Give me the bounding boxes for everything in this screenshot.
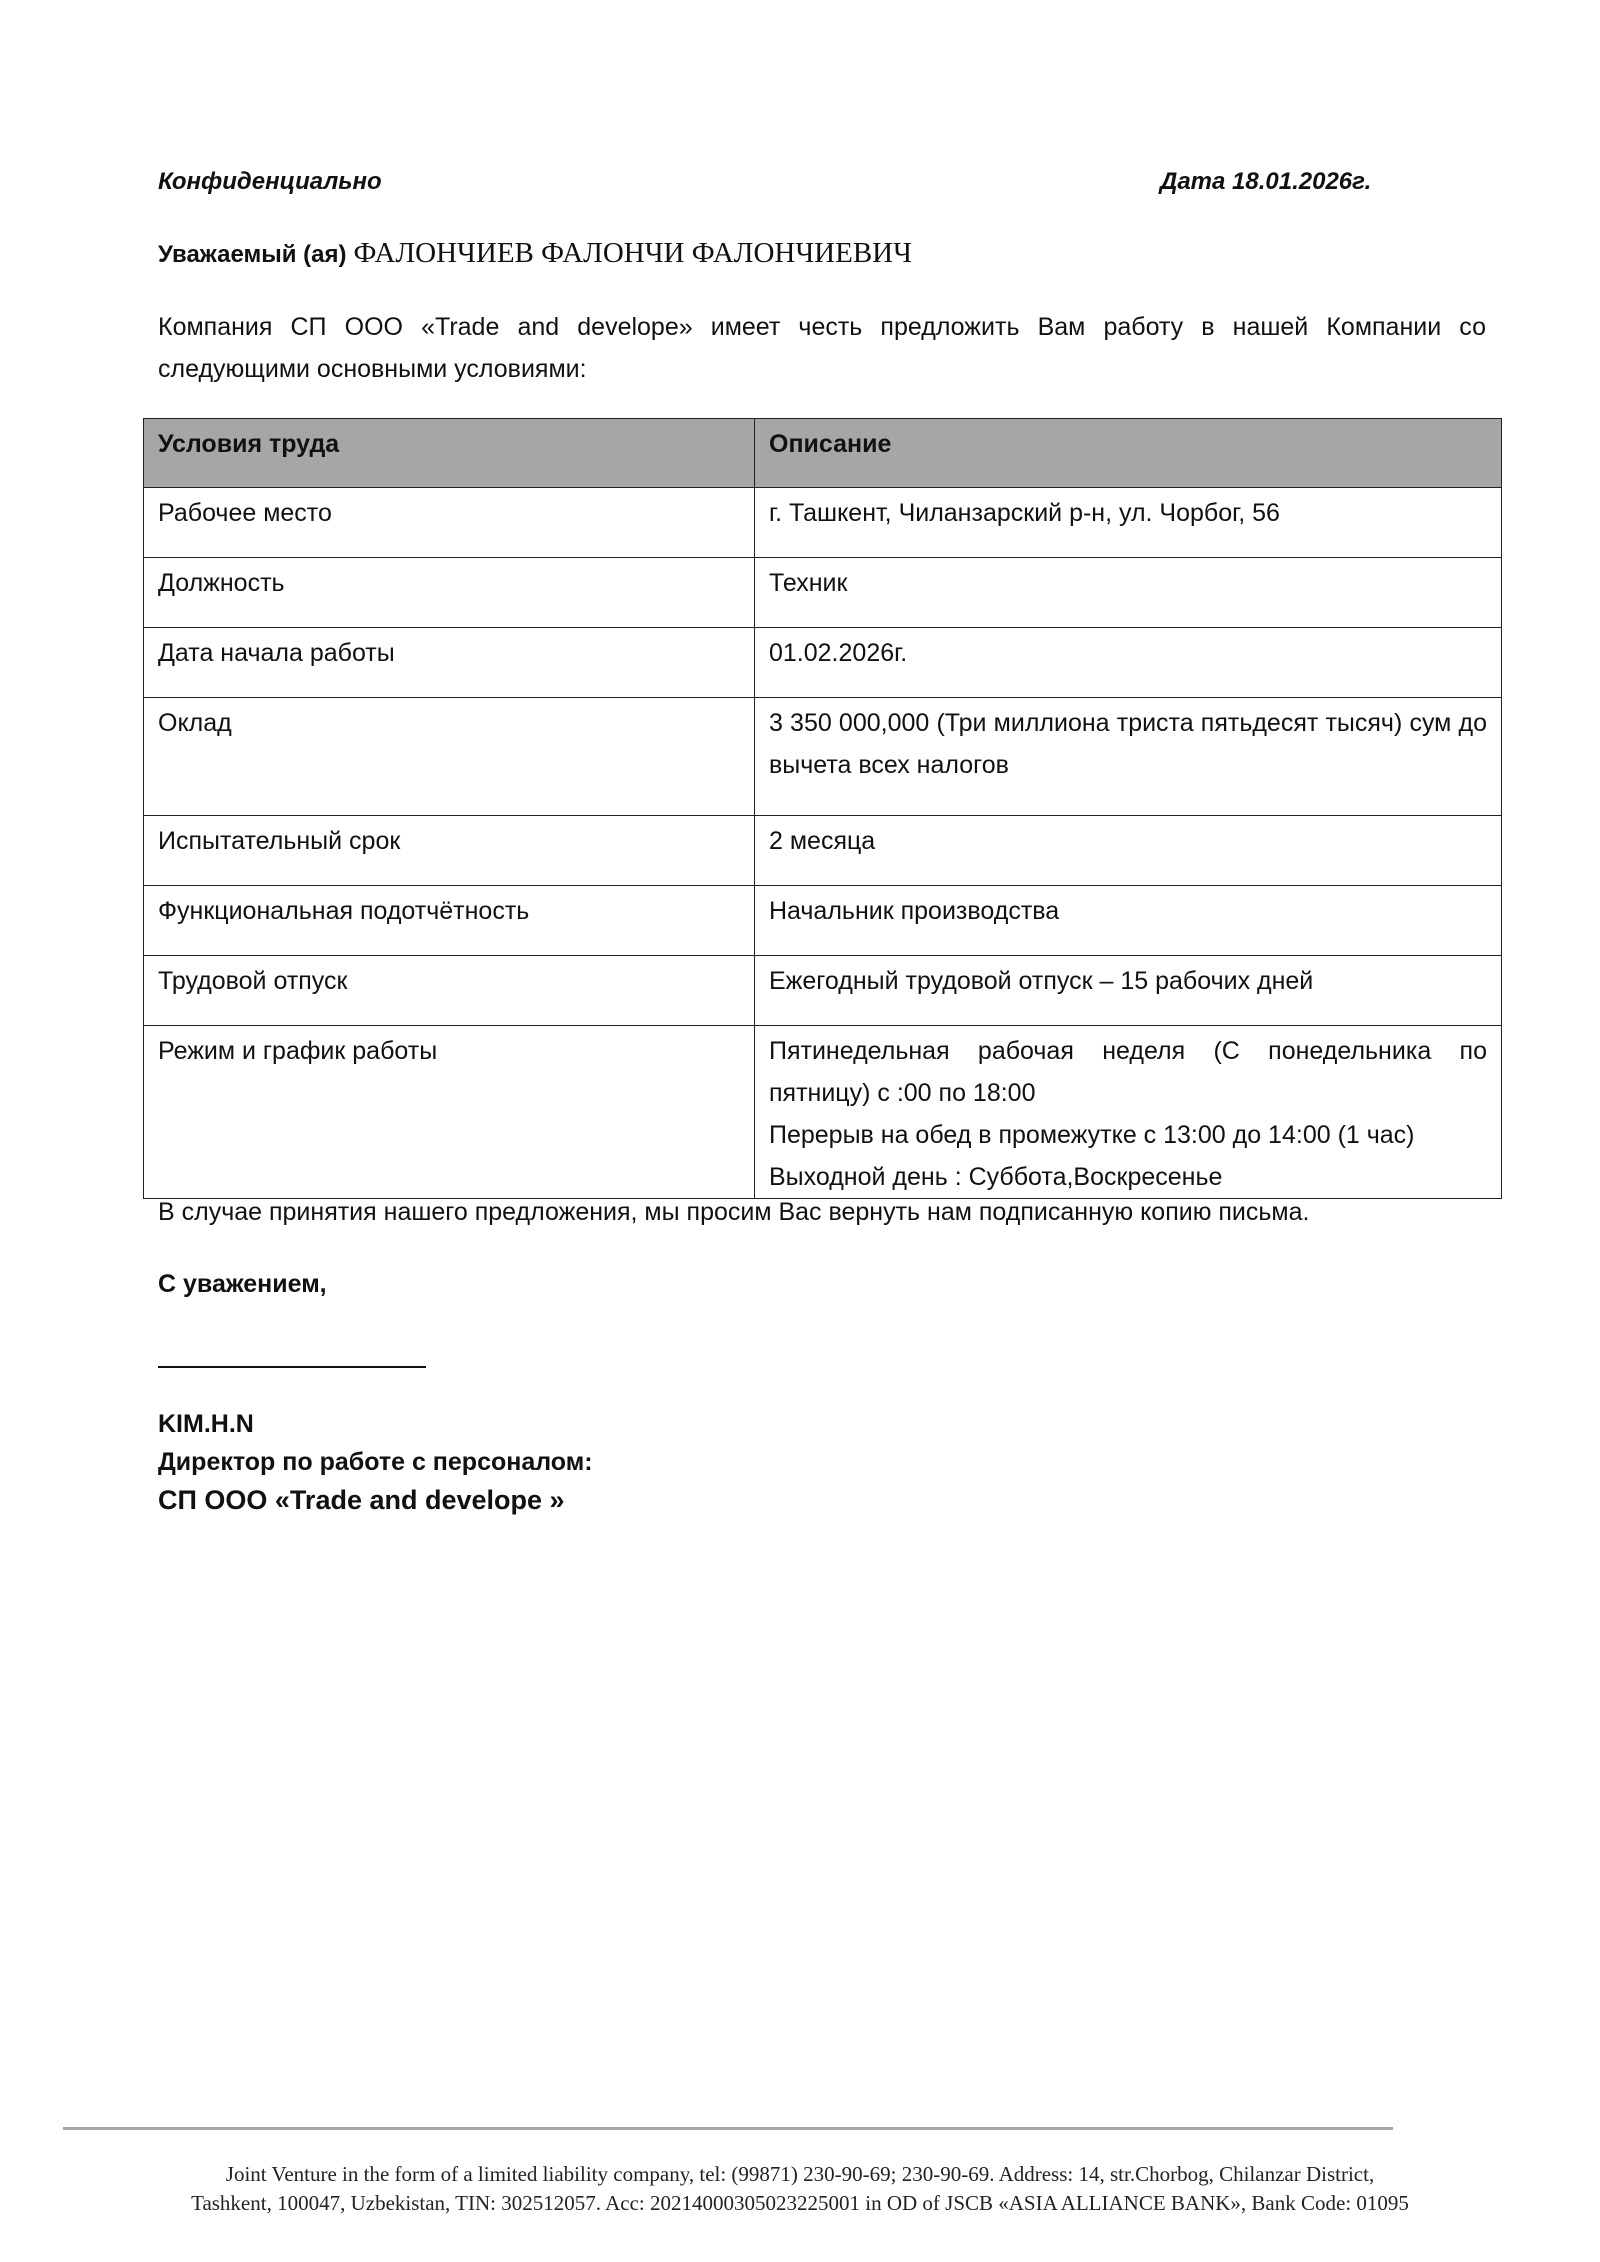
description-cell: 2 месяца [755, 816, 1502, 886]
term-cell: Оклад [144, 698, 755, 816]
description-cell: Техник [755, 558, 1502, 628]
employment-terms-table [143, 418, 1502, 1199]
term-cell: Функциональная подотчётность [144, 886, 755, 956]
schedule-line: Перерыв на обед в промежутке с 13:00 до 14:00 (1 час) [769, 1121, 1415, 1149]
signature-line [158, 1366, 426, 1368]
greeting [158, 237, 912, 270]
term-cell: Должность [144, 558, 755, 628]
table-row [144, 558, 1502, 628]
intro-paragraph: Компания СП ООО «Trade and develope» имеет честь предложить Вам работу в нашей Компании со следующими основными условиями: [158, 313, 1486, 383]
signer-name: KIM.H.N [158, 1410, 254, 1438]
confidential-label: Конфиденциально [158, 168, 382, 195]
column-header-terms: Условия труда [144, 419, 755, 488]
footer-divider [63, 2127, 1393, 2130]
table-row [144, 1026, 1502, 1199]
footer-line: Joint Venture in the form of a limited liability company, tel: (99871) 230-90-69; 230-90-69. Address: 14, str.Chorbog, Chilanzar District, [225, 2162, 1375, 2186]
table-row [144, 886, 1502, 956]
closing-paragraph: В случае принятия нашего предложения, мы просим Вас вернуть нам подписанную копию письма. [158, 1198, 1310, 1226]
signer-position: Директор по работе с персоналом: [158, 1448, 593, 1476]
column-header-description: Описание [755, 419, 1502, 488]
term-cell: Дата начала работы [144, 628, 755, 698]
table-row [144, 628, 1502, 698]
greeting-label: Уважаемый (ая) [158, 241, 347, 268]
description-cell: 01.02.2026г. [755, 628, 1502, 698]
description-cell: Начальник производства [755, 886, 1502, 956]
description-cell: 3 350 000,000 (Три миллиона триста пятьдесят тысяч) сум до вычета всех налогов [755, 698, 1502, 816]
recipient-name: ФАЛОНЧИЕВ ФАЛОНЧИ ФАЛОНЧИЕВИЧ [353, 237, 912, 269]
term-cell: Рабочее место [144, 488, 755, 558]
footer-line: Tashkent, 100047, Uzbekistan, TIN: 302512057. Acc: 20214000305023225001 in OD of JSCB «ASIA ALLIANCE BANK», Bank Code: 01095 [191, 2191, 1409, 2215]
description-cell: Ежегодный трудовой отпуск – 15 рабочих дней [755, 956, 1502, 1026]
schedule-line: Пятинедельная рабочая неделя (С понедельника по пятницу) с :00 по 18:00 [769, 1037, 1487, 1107]
regards: С уважением, [158, 1270, 327, 1298]
footer [63, 2160, 1537, 2218]
table-row [144, 698, 1502, 816]
signer-company: СП ООО «Trade and develope » [158, 1485, 565, 1515]
table-header-row [144, 419, 1502, 488]
term-cell: Режим и график работы [144, 1026, 755, 1199]
table-row [144, 488, 1502, 558]
table-row [144, 816, 1502, 886]
table-row [144, 956, 1502, 1026]
term-cell: Трудовой отпуск [144, 956, 755, 1026]
term-cell: Испытательный срок [144, 816, 755, 886]
signer-block [158, 1405, 593, 1519]
schedule-line: Выходной день : Суббота,Воскресенье [769, 1163, 1223, 1191]
description-cell [755, 1026, 1502, 1199]
letter-date: Дата 18.01.2026г. [1160, 168, 1372, 195]
description-cell: г. Ташкент, Чиланзарский р-н, ул. Чорбог, 56 [755, 488, 1502, 558]
